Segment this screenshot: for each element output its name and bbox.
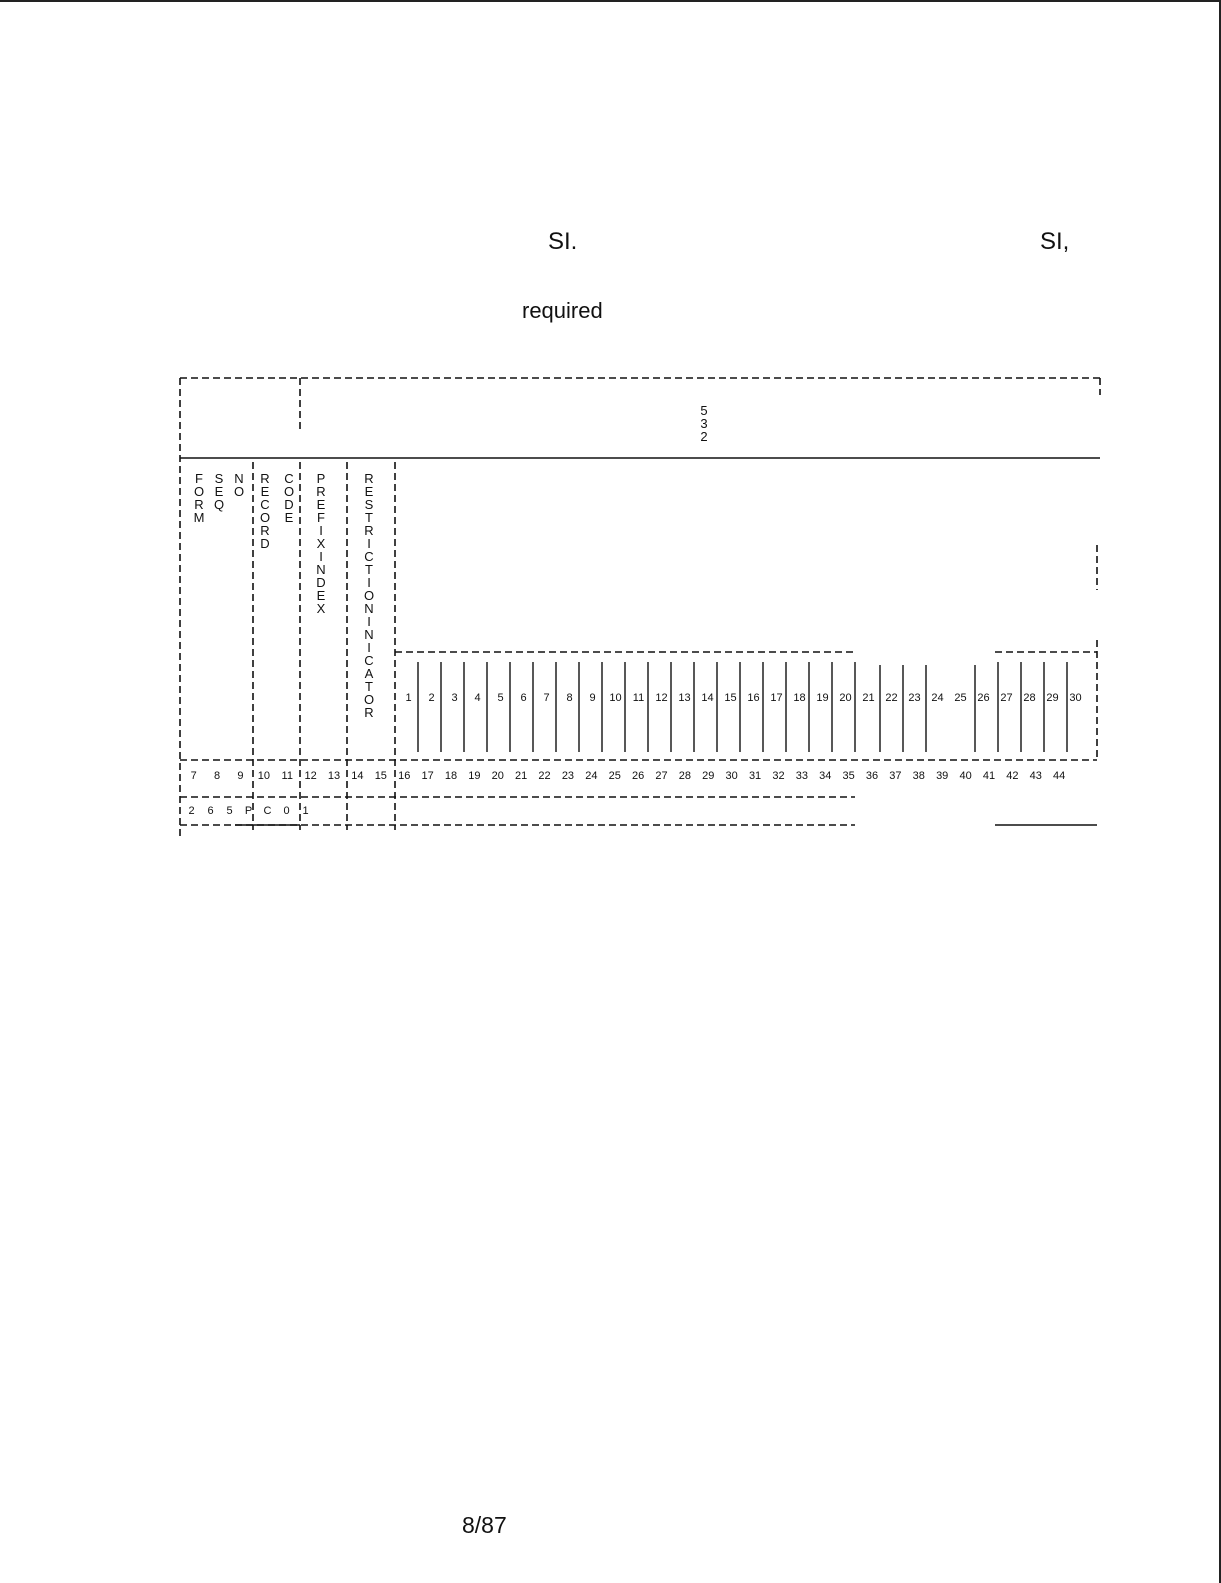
entry-number-cell: 29 <box>1046 692 1059 704</box>
column-number-cell: 35 <box>842 770 855 782</box>
entry-number-cell: 19 <box>816 692 829 704</box>
value-cell: 1 <box>302 805 309 817</box>
page-footer: 8/87 <box>462 1512 507 1538</box>
column-number-cell: 44 <box>1053 770 1066 782</box>
entry-number-cell: 21 <box>862 692 875 704</box>
entry-number-cell: 24 <box>931 692 944 704</box>
column-heading-code: C O D E <box>283 471 295 525</box>
value-row <box>182 805 315 821</box>
column-number-cell: 31 <box>748 770 762 782</box>
entry-number-cell: 8 <box>566 692 573 704</box>
column-number-cell: 38 <box>912 770 925 782</box>
column-number-cell: 18 <box>444 770 458 782</box>
value-cell: 6 <box>207 805 214 817</box>
column-number-cell: 26 <box>631 770 645 782</box>
value-cell: 0 <box>283 805 290 817</box>
entry-number-cell: 6 <box>520 692 527 704</box>
form-number <box>697 404 711 443</box>
entry-number-cell: 27 <box>1000 692 1013 704</box>
column-number-cell: 19 <box>468 770 481 782</box>
column-number-cell: 27 <box>655 770 668 782</box>
value-cell: 2 <box>188 805 195 817</box>
column-number-cell: 24 <box>585 770 598 782</box>
column-number-cell: 12 <box>304 770 317 782</box>
entry-number-cell: 4 <box>474 692 481 704</box>
column-number-cell: 29 <box>702 770 715 782</box>
entry-number-cell: 15 <box>724 692 737 704</box>
value-cell: P <box>244 805 253 817</box>
column-number-cell: 23 <box>561 770 575 782</box>
entry-number-cell: 25 <box>954 692 967 704</box>
column-number-cell: 40 <box>959 770 972 782</box>
entry-number-cell: 9 <box>589 692 596 704</box>
entry-number-cell: 1 <box>405 692 412 704</box>
column-heading-record: R E C O R D <box>259 471 271 551</box>
entry-number-cell: 11 <box>632 692 645 704</box>
column-number-cell: 20 <box>491 770 504 782</box>
entry-number-cell: 2 <box>428 692 435 704</box>
column-number-cell: 7 <box>190 770 197 782</box>
column-heading-seq: S E Q <box>213 471 225 512</box>
value-cell: C <box>263 805 272 817</box>
entry-number-cell: 26 <box>977 692 990 704</box>
column-number-cell: 17 <box>421 770 434 782</box>
form-number-digit: 5 <box>700 403 708 418</box>
entry-number-cell: 12 <box>655 692 668 704</box>
entry-number-cell: 30 <box>1069 692 1082 704</box>
column-number-cell: 30 <box>725 770 738 782</box>
entry-number-cell: 5 <box>497 692 504 704</box>
column-heading-prefix-index: P R E F I X I N D E X <box>316 471 326 616</box>
column-number-cell: 43 <box>1029 770 1042 782</box>
column-number-cell: 13 <box>327 770 341 782</box>
column-number-cell: 8 <box>214 770 221 782</box>
entry-number-cell: 10 <box>609 692 622 704</box>
entry-number-cell: 3 <box>451 692 458 704</box>
entry-number-cell: 22 <box>885 692 898 704</box>
column-number-cell: 39 <box>936 770 949 782</box>
column-number-cell: 25 <box>608 770 621 782</box>
column-number-cell: 33 <box>795 770 808 782</box>
column-number-cell: 16 <box>398 770 411 782</box>
entry-number-cell: 13 <box>678 692 691 704</box>
entry-number-cell: 28 <box>1023 692 1036 704</box>
text-required: required <box>522 298 603 323</box>
column-heading-form: F O R M <box>193 471 205 525</box>
entry-number-cell: 20 <box>839 692 852 704</box>
column-heading-no: N O <box>233 471 245 499</box>
entry-number-row <box>397 692 1087 708</box>
column-number-cell: 9 <box>237 770 244 782</box>
entry-number-cell: 18 <box>793 692 806 704</box>
column-number-cell: 10 <box>257 770 270 782</box>
column-number-row <box>182 770 1071 786</box>
column-number-cell: 32 <box>772 770 785 782</box>
entry-number-cell: 7 <box>543 692 550 704</box>
column-number-cell: 34 <box>819 770 832 782</box>
column-number-cell: 15 <box>374 770 387 782</box>
column-number-cell: 11 <box>281 770 293 782</box>
text-si-comma: SI, <box>1040 228 1070 255</box>
column-heading-restriction-indicator: R E S T R I C T I O N I N I C A T O R <box>363 471 375 720</box>
column-number-cell: 41 <box>982 770 996 782</box>
entry-number-cell: 16 <box>747 692 760 704</box>
entry-number-cell: 14 <box>701 692 714 704</box>
entry-number-cell: 23 <box>908 692 921 704</box>
entry-number-cell: 17 <box>770 692 783 704</box>
form-number-digit: 2 <box>700 429 708 444</box>
column-number-cell: 22 <box>538 770 551 782</box>
text-si-period: SI. <box>548 228 578 255</box>
column-number-cell: 21 <box>515 770 528 782</box>
value-cell: 5 <box>226 805 233 817</box>
column-number-cell: 36 <box>865 770 879 782</box>
column-number-cell: 14 <box>351 770 364 782</box>
column-number-cell: 28 <box>678 770 692 782</box>
form-number-digit: 3 <box>700 416 708 431</box>
column-number-cell: 42 <box>1006 770 1019 782</box>
column-number-cell: 37 <box>889 770 902 782</box>
